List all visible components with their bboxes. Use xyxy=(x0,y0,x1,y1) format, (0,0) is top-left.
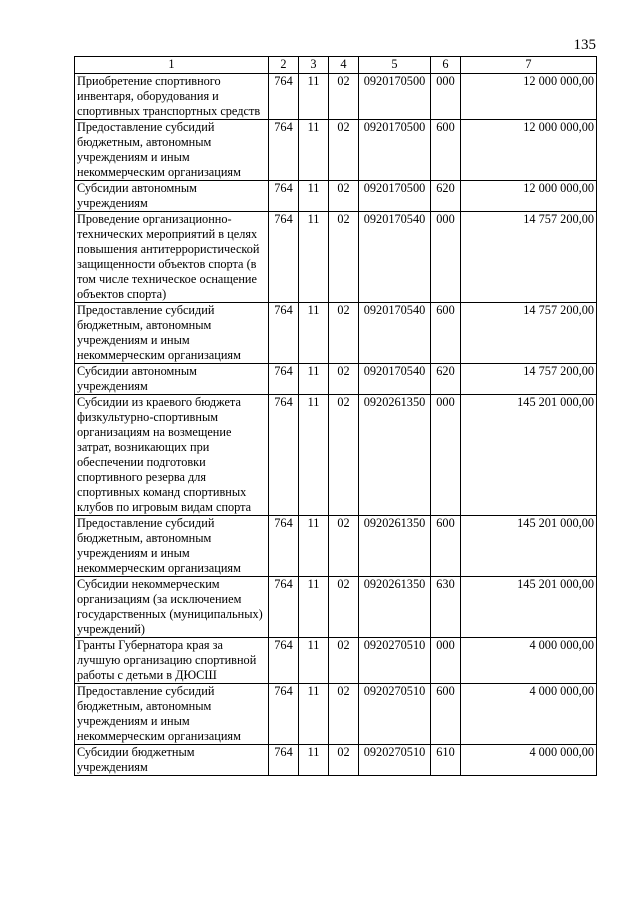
row-code-cell: 0920170540 xyxy=(359,212,431,303)
header-cell-2: 2 xyxy=(269,57,299,74)
row-amount-cell: 12 000 000,00 xyxy=(461,120,597,181)
row-name-cell: Субсидии некоммерческим организациям (за исключением государственных (муниципальных) учреждений) xyxy=(75,577,269,638)
row-code-cell: 0920270510 xyxy=(359,684,431,745)
row-code-cell: 600 xyxy=(431,303,461,364)
table-row xyxy=(75,395,597,516)
row-code-cell: 11 xyxy=(299,638,329,684)
row-amount-cell: 12 000 000,00 xyxy=(461,74,597,120)
row-code-cell: 02 xyxy=(329,395,359,516)
row-amount-cell: 14 757 200,00 xyxy=(461,212,597,303)
row-code-cell: 02 xyxy=(329,303,359,364)
row-code-cell: 11 xyxy=(299,364,329,395)
row-code-cell: 0920270510 xyxy=(359,638,431,684)
row-code-cell: 0920170500 xyxy=(359,74,431,120)
row-name-cell: Субсидии из краевого бюджета физкультурно-спортивным организациям на возмещение затрат, возникающих при обеспечении подготовки спортивного резерва для спортивных команд спортивных клубов по игровым видам спорта xyxy=(75,395,269,516)
header-row xyxy=(75,57,597,74)
row-code-cell: 764 xyxy=(269,395,299,516)
table-row xyxy=(75,120,597,181)
row-code-cell: 11 xyxy=(299,74,329,120)
row-code-cell: 600 xyxy=(431,120,461,181)
row-amount-cell: 4 000 000,00 xyxy=(461,638,597,684)
page-number: 135 xyxy=(573,37,596,53)
row-code-cell: 620 xyxy=(431,364,461,395)
row-code-cell: 11 xyxy=(299,120,329,181)
row-name-cell: Предоставление субсидий бюджетным, автономным учреждениям и иным некоммерческим организациям xyxy=(75,120,269,181)
row-code-cell: 02 xyxy=(329,212,359,303)
row-amount-cell: 14 757 200,00 xyxy=(461,364,597,395)
row-code-cell: 02 xyxy=(329,74,359,120)
row-code-cell: 764 xyxy=(269,120,299,181)
header-cell-7: 7 xyxy=(461,57,597,74)
header-cell-3: 3 xyxy=(299,57,329,74)
row-amount-cell: 145 201 000,00 xyxy=(461,577,597,638)
row-name-cell: Предоставление субсидий бюджетным, автономным учреждениям и иным некоммерческим организациям xyxy=(75,516,269,577)
row-code-cell: 764 xyxy=(269,212,299,303)
row-code-cell: 764 xyxy=(269,303,299,364)
row-code-cell: 600 xyxy=(431,684,461,745)
row-code-cell: 764 xyxy=(269,745,299,776)
row-code-cell: 764 xyxy=(269,577,299,638)
row-code-cell: 764 xyxy=(269,181,299,212)
row-code-cell: 02 xyxy=(329,120,359,181)
row-code-cell: 0920261350 xyxy=(359,395,431,516)
row-code-cell: 0920261350 xyxy=(359,577,431,638)
row-code-cell: 11 xyxy=(299,303,329,364)
row-code-cell: 0920170540 xyxy=(359,303,431,364)
header-cell-5: 5 xyxy=(359,57,431,74)
row-code-cell: 620 xyxy=(431,181,461,212)
table-row xyxy=(75,516,597,577)
table-row xyxy=(75,303,597,364)
row-code-cell: 630 xyxy=(431,577,461,638)
row-code-cell: 02 xyxy=(329,577,359,638)
table-row xyxy=(75,212,597,303)
row-code-cell: 764 xyxy=(269,364,299,395)
row-name-cell: Гранты Губернатора края за лучшую организацию спортивной работы с детьми в ДЮСШ xyxy=(75,638,269,684)
header-cell-1: 1 xyxy=(75,57,269,74)
row-name-cell: Предоставление субсидий бюджетным, автономным учреждениям и иным некоммерческим организациям xyxy=(75,684,269,745)
row-code-cell: 000 xyxy=(431,395,461,516)
row-code-cell: 000 xyxy=(431,74,461,120)
row-name-cell: Субсидии автономным учреждениям xyxy=(75,364,269,395)
row-code-cell: 0920170500 xyxy=(359,181,431,212)
row-code-cell: 02 xyxy=(329,364,359,395)
row-code-cell: 11 xyxy=(299,212,329,303)
row-code-cell: 02 xyxy=(329,181,359,212)
row-code-cell: 764 xyxy=(269,638,299,684)
row-amount-cell: 4 000 000,00 xyxy=(461,684,597,745)
row-name-cell: Приобретение спортивного инвентаря, оборудования и спортивных транспортных средств xyxy=(75,74,269,120)
row-code-cell: 11 xyxy=(299,181,329,212)
row-name-cell: Предоставление субсидий бюджетным, автономным учреждениям и иным некоммерческим организациям xyxy=(75,303,269,364)
row-code-cell: 0920270510 xyxy=(359,745,431,776)
row-amount-cell: 145 201 000,00 xyxy=(461,516,597,577)
header-cell-6: 6 xyxy=(431,57,461,74)
row-code-cell: 764 xyxy=(269,74,299,120)
row-code-cell: 02 xyxy=(329,638,359,684)
row-code-cell: 11 xyxy=(299,395,329,516)
table-row xyxy=(75,684,597,745)
table-row xyxy=(75,181,597,212)
table-row xyxy=(75,364,597,395)
row-code-cell: 600 xyxy=(431,516,461,577)
row-code-cell: 02 xyxy=(329,516,359,577)
row-code-cell: 610 xyxy=(431,745,461,776)
table-row xyxy=(75,745,597,776)
row-code-cell: 11 xyxy=(299,577,329,638)
row-name-cell: Проведение организационно-технических мероприятий в целях повышения антитеррористической защищенности объектов спорта (в том числе техническое оснащение объектов спорта) xyxy=(75,212,269,303)
row-code-cell: 02 xyxy=(329,745,359,776)
row-code-cell: 000 xyxy=(431,212,461,303)
row-code-cell: 0920170500 xyxy=(359,120,431,181)
row-name-cell: Субсидии автономным учреждениям xyxy=(75,181,269,212)
row-code-cell: 764 xyxy=(269,684,299,745)
row-code-cell: 02 xyxy=(329,684,359,745)
row-amount-cell: 4 000 000,00 xyxy=(461,745,597,776)
row-code-cell: 11 xyxy=(299,745,329,776)
row-code-cell: 764 xyxy=(269,516,299,577)
row-code-cell: 0920261350 xyxy=(359,516,431,577)
row-code-cell: 11 xyxy=(299,516,329,577)
row-code-cell: 0920170540 xyxy=(359,364,431,395)
table-row xyxy=(75,577,597,638)
row-code-cell: 11 xyxy=(299,684,329,745)
header-cell-4: 4 xyxy=(329,57,359,74)
table-row xyxy=(75,74,597,120)
row-name-cell: Субсидии бюджетным учреждениям xyxy=(75,745,269,776)
row-amount-cell: 14 757 200,00 xyxy=(461,303,597,364)
row-amount-cell: 12 000 000,00 xyxy=(461,181,597,212)
row-amount-cell: 145 201 000,00 xyxy=(461,395,597,516)
table-row xyxy=(75,638,597,684)
budget-table xyxy=(74,56,597,776)
row-code-cell: 000 xyxy=(431,638,461,684)
